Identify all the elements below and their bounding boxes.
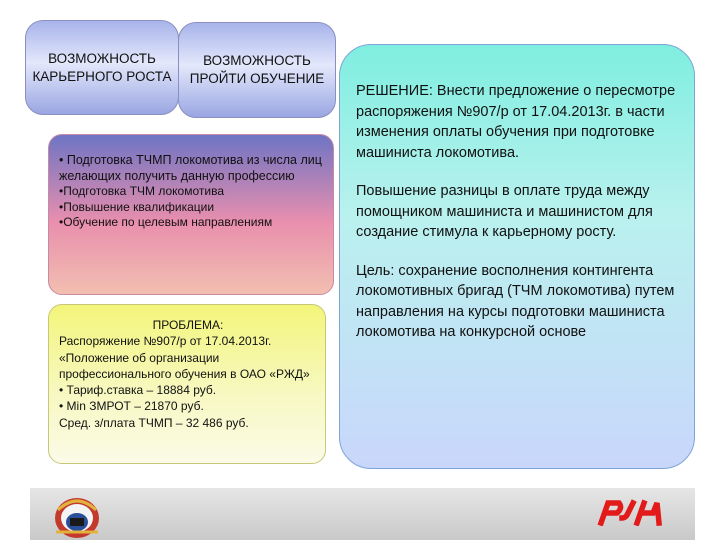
depot-emblem-icon <box>50 490 105 540</box>
problem-line: Распоряжение №907/р от 17.04.2013г. <box>59 334 272 349</box>
option-item: • Подготовка ТЧМП локомотива из числа лиц желающих получить данную профессию <box>59 153 322 183</box>
problem-title: ПРОБЛЕМА: <box>152 318 224 332</box>
problem-line: • Тариф.ставка – 18884 руб. <box>59 383 217 398</box>
footer-bar <box>30 488 695 540</box>
training-options-box <box>48 134 334 295</box>
option-item: •Подготовка ТЧМ локомотива <box>59 184 224 198</box>
option-item: •Обучение по целевым направлениям <box>59 215 273 229</box>
training-box <box>178 22 336 118</box>
career-growth-box <box>25 20 179 115</box>
problem-line: • Min ЗМРОТ – 21870 руб. <box>59 399 204 414</box>
career-growth-text: ВОЗМОЖНОСТЬ КАРЬЕРНОГО РОСТА <box>32 50 172 84</box>
problem-line: Сред. з/плата ТЧМП – 32 486 руб. <box>59 415 249 430</box>
problem-box <box>48 304 326 464</box>
solution-paragraph: Повышение разницы в оплате труда между помощником машиниста и машинистом для создание стимула к карьерному росту. <box>356 183 653 240</box>
problem-line: «Положение об организации профессионального обучения в ОАО «РЖД» <box>59 350 310 381</box>
option-item: •Повышение квалификации <box>59 199 215 214</box>
solution-paragraph: РЕШЕНИЕ: Внести предложение о пересмотре распоряжения №907/р от 17.04.2013г. в части изменения оплаты обучения при подготовке машиниста локомотива. <box>356 83 676 161</box>
solution-paragraph: Цель: сохранение восполнения контингента локомотивных бригад (ТЧМ локомотива) путем направления на курсы подготовки машиниста локомотива на конкурсной основе <box>356 262 675 340</box>
solution-box <box>339 44 695 469</box>
rzd-logo-icon <box>595 496 665 526</box>
training-text: ВОЗМОЖНОСТЬ ПРОЙТИ ОБУЧЕНИЕ <box>189 53 325 86</box>
